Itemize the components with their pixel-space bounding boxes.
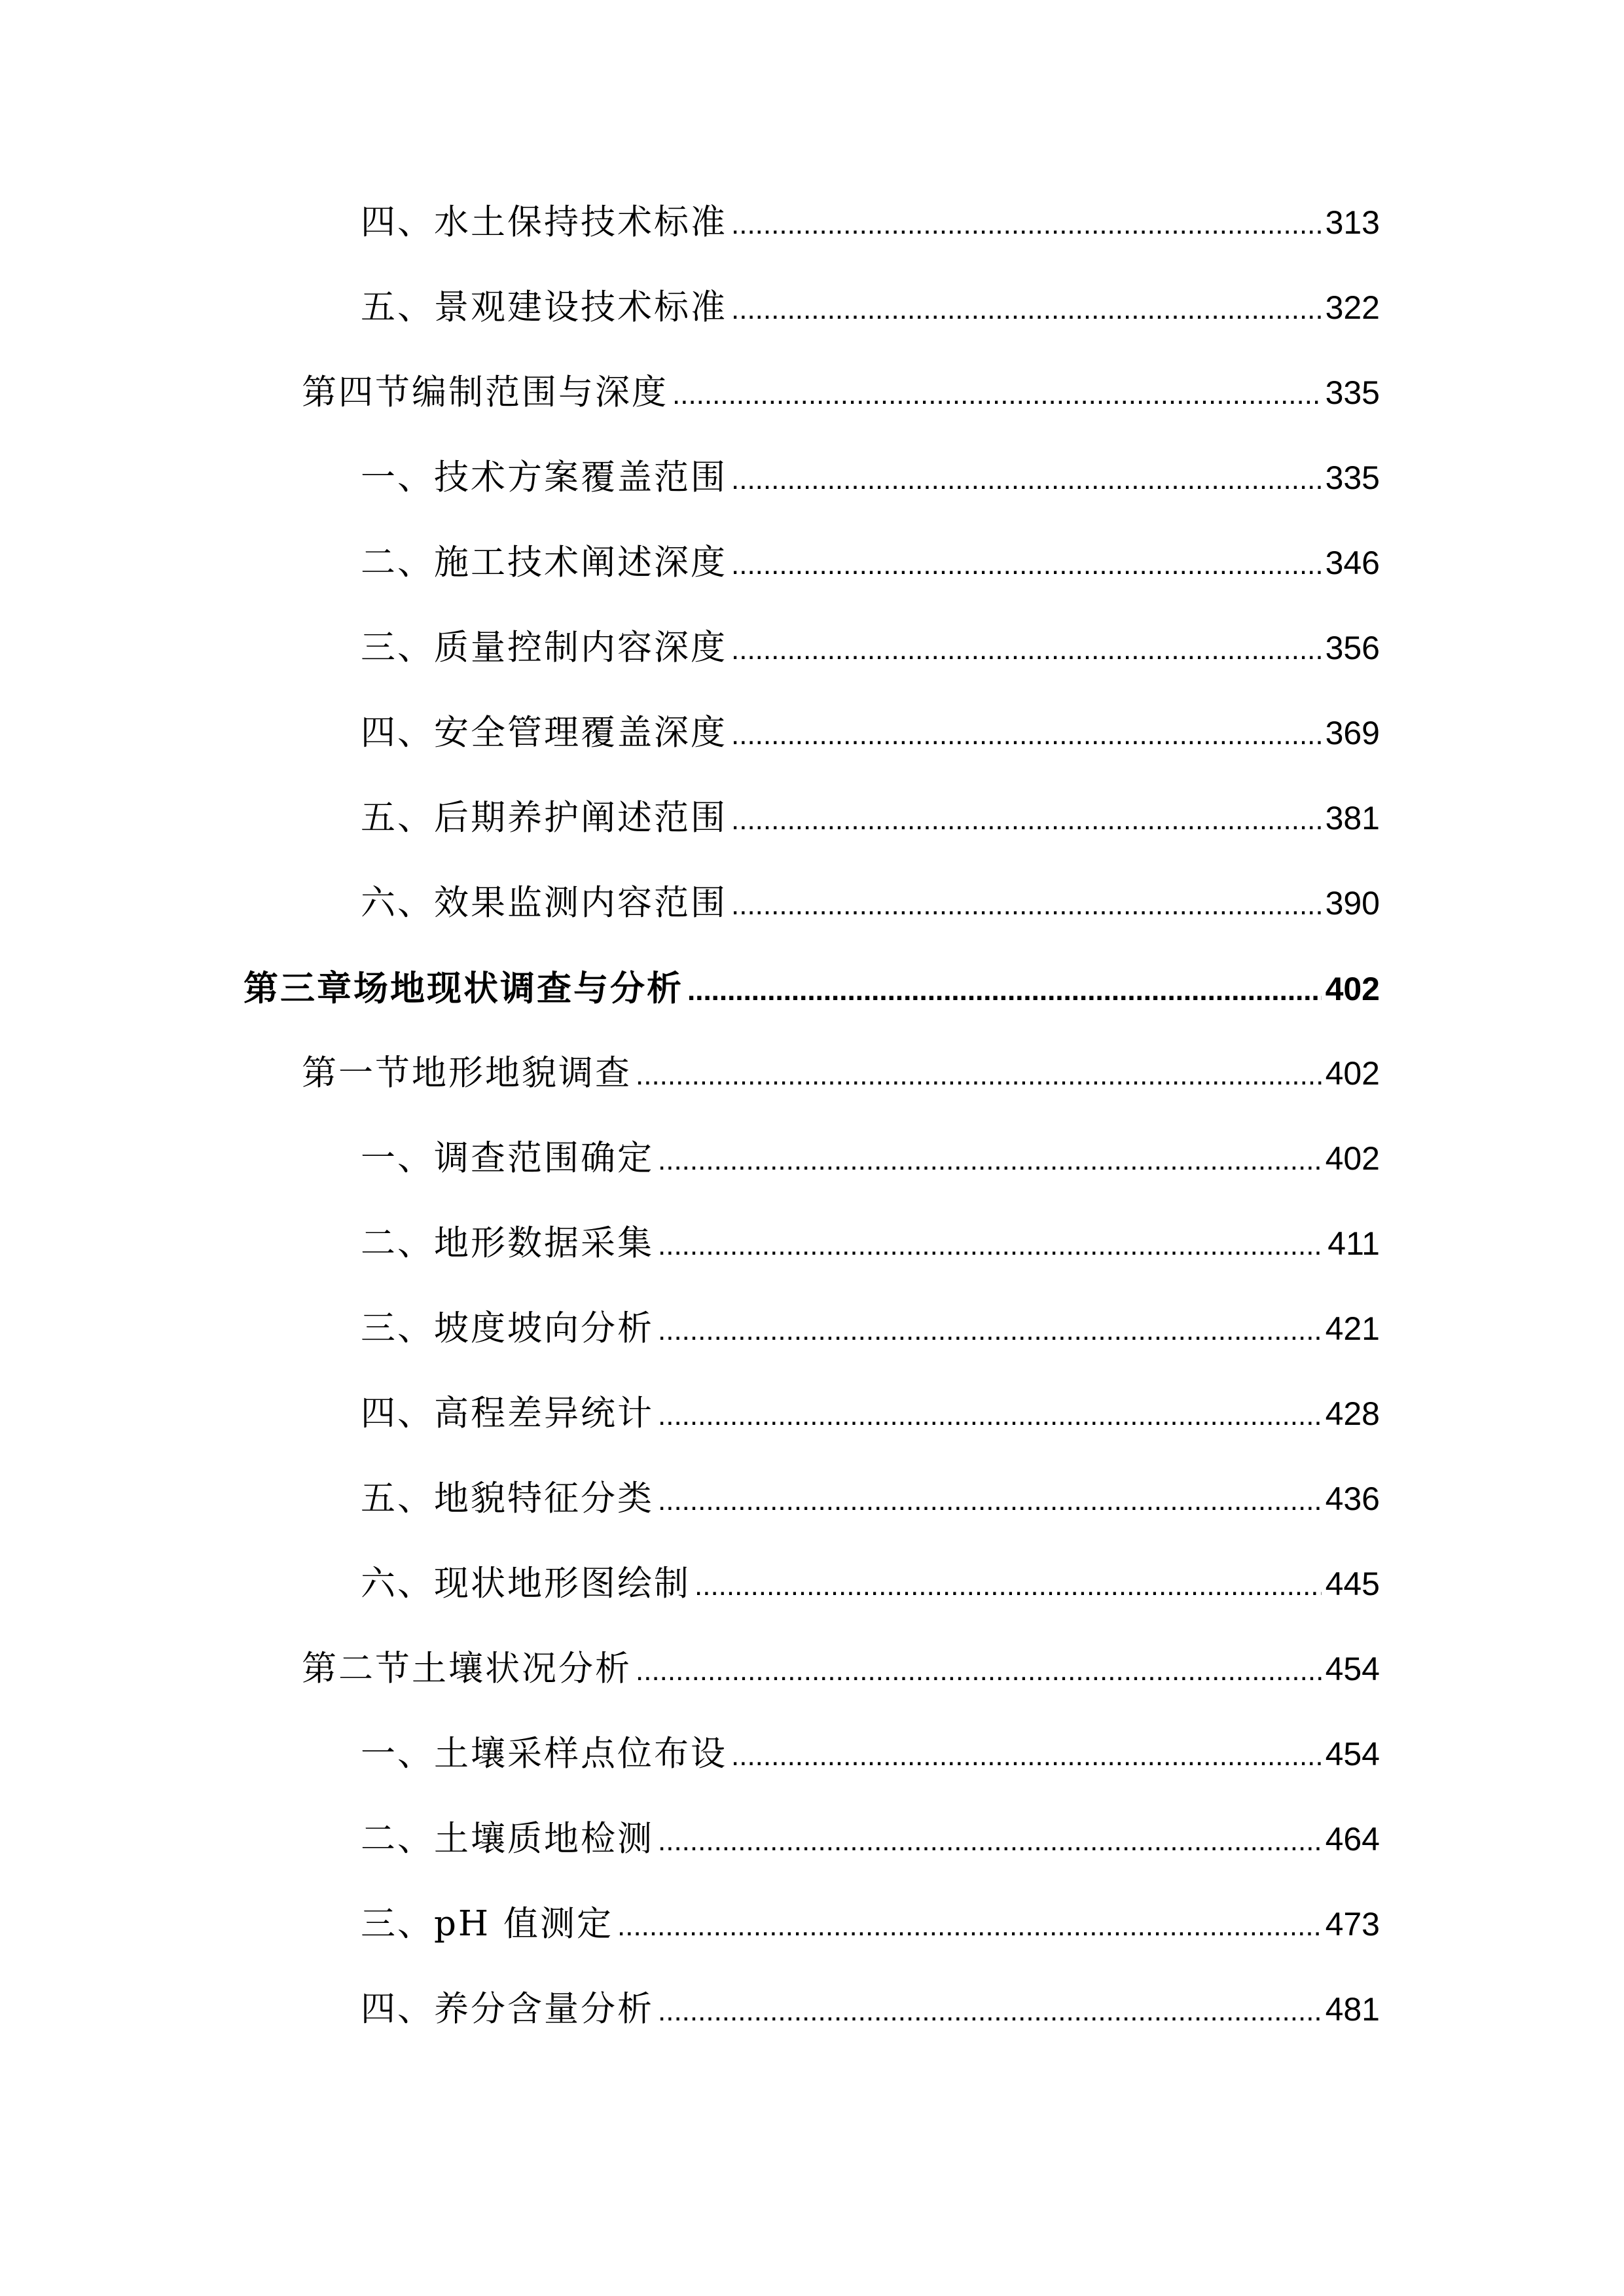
toc-entry-page: 402 [1325, 1140, 1380, 1177]
toc-entry-title: 四、水土保持技术标准 [361, 202, 727, 242]
toc-entry[interactable] [361, 1299, 1380, 1358]
toc-entry-page: 436 [1325, 1480, 1380, 1517]
dot-leader [731, 195, 1322, 254]
toc-entry-title: 一、技术方案覆盖范围 [361, 457, 727, 497]
toc-entry[interactable] [361, 278, 1380, 337]
dot-leader [731, 876, 1322, 935]
dot-leader [731, 1727, 1322, 1785]
dot-leader [658, 1386, 1322, 1445]
toc-entry[interactable] [361, 1810, 1380, 1869]
toc-entry-title: 六、效果监测内容范围 [361, 883, 727, 923]
toc-entry-page: 335 [1325, 459, 1380, 496]
toc-entry-title: 三、质量控制内容深度 [361, 628, 727, 668]
toc-entry[interactable] [361, 1554, 1380, 1613]
dot-leader [731, 791, 1322, 850]
toc-entry[interactable] [361, 704, 1380, 762]
toc-entry-title: 五、后期养护阐述范围 [361, 798, 727, 838]
toc-entry-page: 356 [1325, 630, 1380, 666]
toc-entry-page: 390 [1325, 885, 1380, 922]
toc-entry[interactable] [361, 193, 1380, 252]
toc-entry-page: 402 [1325, 971, 1380, 1007]
toc-entry[interactable] [361, 1725, 1380, 1784]
dot-leader [731, 535, 1322, 594]
toc-entry[interactable] [361, 874, 1380, 933]
dot-leader [731, 706, 1322, 764]
toc-entry[interactable] [361, 789, 1380, 848]
dot-leader [658, 1216, 1324, 1275]
toc-entry-page: 445 [1325, 1566, 1380, 1602]
toc-entry-page: 421 [1325, 1310, 1380, 1347]
toc-entry-page: 454 [1325, 1736, 1380, 1772]
toc-entry[interactable] [361, 1980, 1380, 2039]
toc-entry[interactable] [361, 533, 1380, 592]
toc-entry[interactable] [361, 1895, 1380, 1954]
toc-entry-title: 六、现状地形图绘制 [361, 1564, 691, 1604]
toc-entry-page: 322 [1325, 289, 1380, 326]
toc-entry-title: 三、坡度坡向分析 [361, 1308, 654, 1348]
toc-entry-title: 四、高程差异统计 [361, 1393, 654, 1433]
toc-chapter-entry[interactable] [244, 959, 1380, 1018]
toc-entry-page: 346 [1325, 545, 1380, 581]
toc-entry-page: 402 [1325, 1055, 1380, 1092]
dot-leader [695, 1556, 1322, 1615]
toc-entry[interactable] [361, 448, 1380, 507]
toc-entry[interactable] [302, 1640, 1380, 1698]
toc-entry-title: 二、施工技术阐述深度 [361, 543, 727, 583]
toc-entry-title: 二、土壤质地检测 [361, 1819, 654, 1859]
dot-leader [731, 450, 1322, 509]
dot-leader [658, 1131, 1322, 1190]
toc-entry-title: 五、地貌特征分类 [361, 1479, 654, 1518]
toc-entry[interactable] [361, 1214, 1380, 1273]
toc-entry-title: 五、景观建设技术标准 [361, 287, 727, 327]
dot-leader [636, 1046, 1322, 1105]
toc-entry-title: 二、地形数据采集 [361, 1223, 654, 1263]
toc-entry-page: 481 [1325, 1991, 1380, 2028]
toc-entry[interactable] [302, 363, 1380, 422]
toc-entry-page: 473 [1325, 1906, 1380, 1943]
toc-entry[interactable] [302, 1044, 1380, 1103]
toc-entry-page: 464 [1325, 1821, 1380, 1857]
toc-entry-page: 381 [1325, 800, 1380, 836]
toc-entry-title: 一、土壤采样点位布设 [361, 1734, 727, 1774]
toc-entry-title: 四、安全管理覆盖深度 [361, 713, 727, 753]
dot-leader [731, 620, 1322, 679]
toc-entry[interactable] [361, 619, 1380, 677]
dot-leader [731, 280, 1322, 339]
toc-entry-title: 四、养分含量分析 [361, 1989, 654, 2029]
toc-entry-title: 第二节土壤状况分析 [302, 1649, 632, 1689]
toc-entry[interactable] [361, 1129, 1380, 1188]
toc-entry-page: 369 [1325, 715, 1380, 751]
toc-entry-title: 三、pH 值测定 [361, 1904, 613, 1944]
toc-entry-title: 第四节编制范围与深度 [302, 372, 668, 412]
toc-entry-page: 411 [1327, 1225, 1380, 1262]
toc-entry-title: 一、调查范围确定 [361, 1138, 654, 1178]
toc-entry-page: 335 [1325, 374, 1380, 411]
toc-entry-page: 313 [1325, 204, 1380, 241]
dot-leader [636, 1641, 1322, 1700]
dot-leader [672, 365, 1322, 424]
toc-entry[interactable] [361, 1384, 1380, 1443]
toc-entry-page: 454 [1325, 1651, 1380, 1687]
toc-entry-page: 428 [1325, 1395, 1380, 1432]
toc-entry-title: 第一节地形地貌调查 [302, 1053, 632, 1093]
dot-leader [658, 1812, 1322, 1871]
toc-entry-title: 第三章场地现状调查与分析 [244, 968, 683, 1009]
dot-leader [658, 1301, 1322, 1360]
dot-leader [617, 1897, 1322, 1956]
dot-leader [658, 1471, 1322, 1530]
toc-entry[interactable] [361, 1469, 1380, 1528]
dot-leader [687, 961, 1322, 1020]
dot-leader [658, 1982, 1322, 2041]
